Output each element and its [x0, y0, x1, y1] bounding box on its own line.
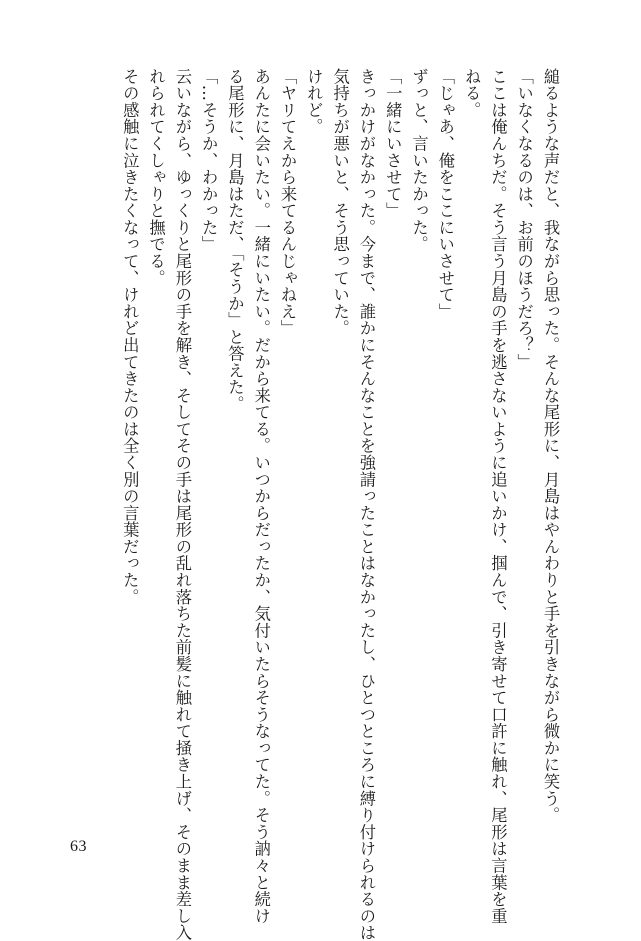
text-line: 気持ちが悪いと、そう思っていた。	[330, 68, 350, 337]
text-line: 縋るような声だと、我ながら思った。そんな尾形に、月島はやんわりと手を引きながら微かに笑う。	[541, 68, 560, 824]
text-line: ねる。	[462, 68, 482, 119]
text-line: れられてくしゃりと撫でる。	[146, 68, 166, 287]
text-line: 「じゃあ、俺をここにいさせて」	[435, 68, 455, 320]
text-line: その感触に泣きたくなって、けれど出てきたのは全く別の言葉だった。	[120, 68, 140, 606]
text-line: ここは俺んちだ。そう言う月島の手を逃さないように追いかけ、掴んで、引き寄せて口許に触れ、尾形は言葉を重	[488, 68, 508, 925]
text-line: 「ヤリてえから来てるんじゃねえ」	[278, 68, 298, 337]
text-line: 云いながら、ゆっくりと尾形の手を解き、そしてその手は尾形の乱れ落ちた前髪に触れて掻き上げ、そのまま差し入	[172, 68, 192, 941]
text-line: ずっと、言いたかった。	[409, 68, 429, 253]
page-number: 63	[70, 838, 87, 855]
text-line: きっかけがなかった。今まで、誰かにそんなことを強請ったことはなかったし、ひとつところに縛り付けられるのは	[356, 68, 376, 941]
text-line: 「いなくなるのは、お前のほうだろ？」	[514, 68, 534, 371]
vertical-text-block	[116, 68, 563, 941]
text-line: 「…そうか、わかった」	[199, 68, 219, 253]
text-line: 「一緒にいさせて」	[383, 68, 403, 220]
text-line: る尾形に、月島はただ、「そうか」と答えた。	[225, 68, 245, 413]
text-line: あんたに会いたい。一緒にいたい。だから来てる。いつからだったか、気付いたらそうなってた。そう訥々と続け	[251, 68, 271, 925]
text-line: けれど。	[304, 68, 324, 136]
